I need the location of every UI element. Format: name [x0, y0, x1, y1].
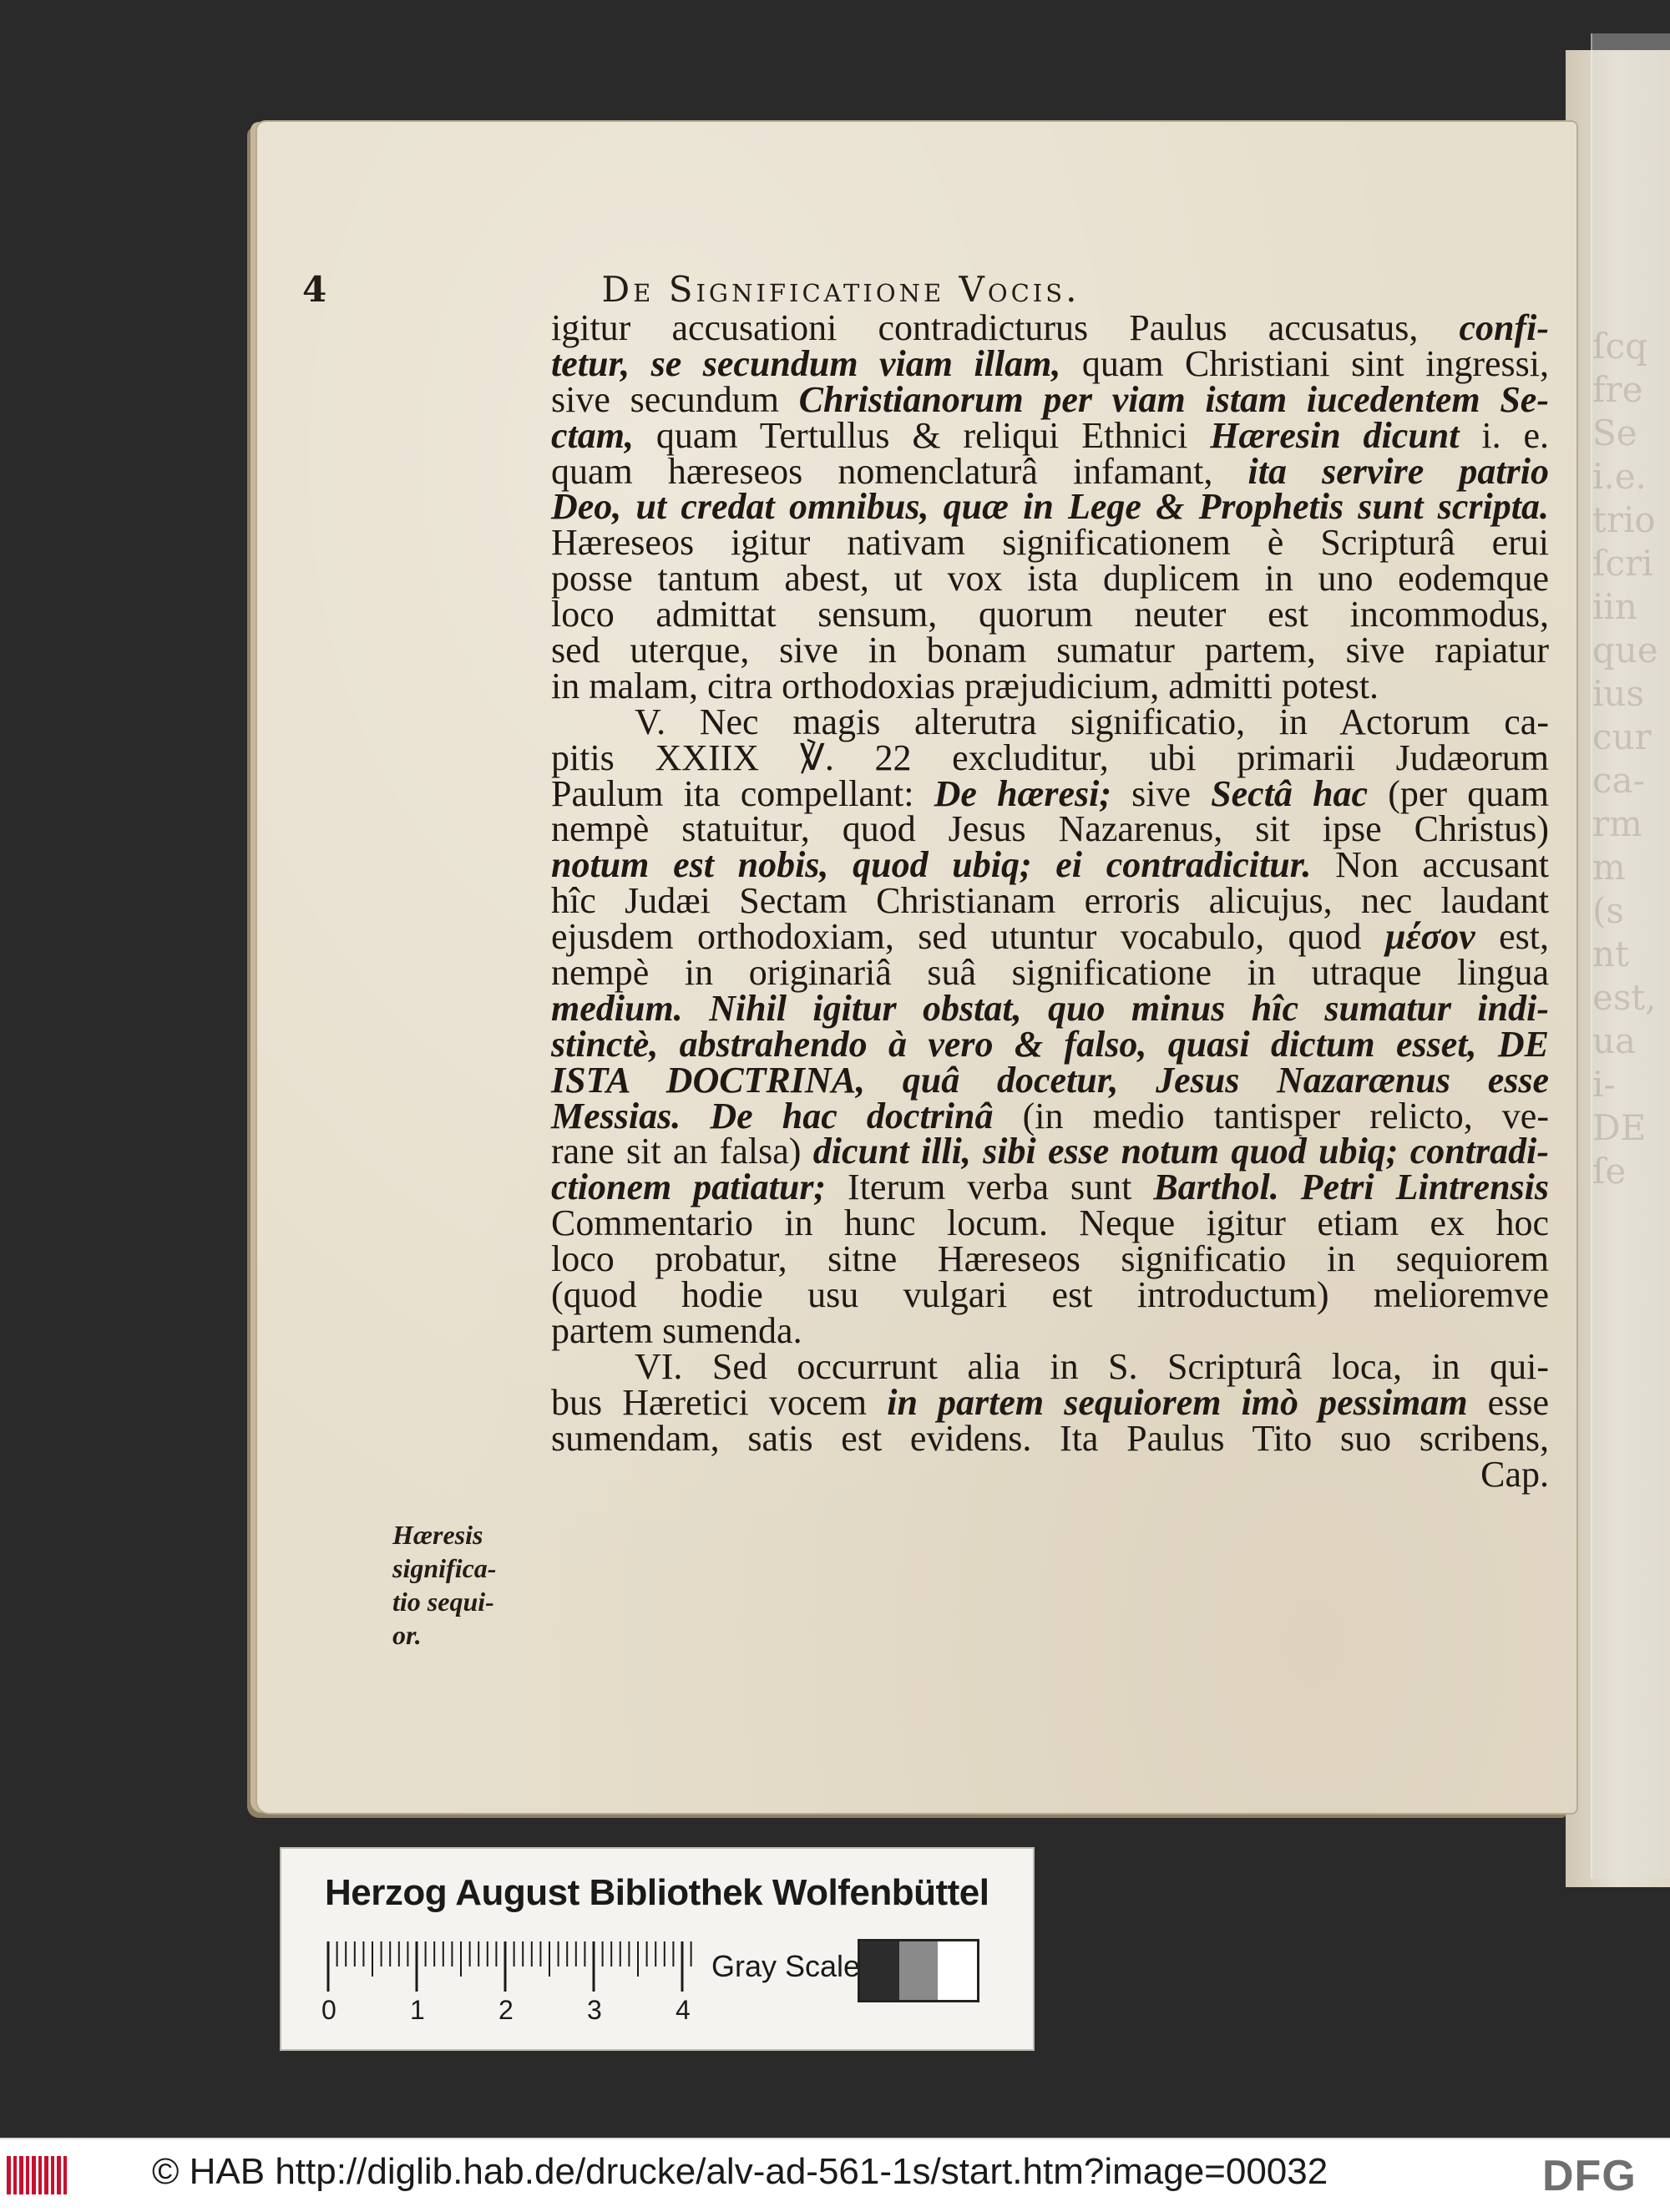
text-line: [551, 522, 1549, 564]
italic-text: μέσον: [1384, 916, 1475, 958]
library-name: Herzog August Bibliothek Wolfenbüttel: [325, 1872, 989, 1913]
text-line: [551, 450, 1550, 492]
next-page-fragment: DE: [1592, 1107, 1647, 1148]
text-line: [551, 414, 1550, 456]
text-line: [551, 1274, 1549, 1316]
italic-text: medium.: [551, 987, 683, 1029]
roman-text: nempè statuitur, quod Jesus Nazarenus, sit ipse Christus): [551, 808, 1549, 850]
protective-sleeve: [1591, 33, 1670, 1879]
ruler: [321, 1936, 742, 2037]
italic-text: De hac doctrinâ: [710, 1095, 994, 1136]
roman-text: (in medio tantisper relicto, ve-: [993, 1095, 1549, 1136]
margin-note-line: significa-: [392, 1553, 497, 1583]
gray-scale-label: Gray Scale: [711, 1949, 861, 1983]
roman-text: [681, 1096, 710, 1136]
text-body: [551, 307, 1550, 1495]
next-page-fragment: ca-: [1592, 760, 1645, 801]
roman-text: sive: [1111, 772, 1212, 814]
ruler-number: 4: [676, 1995, 691, 2025]
text-line: [551, 1345, 1549, 1387]
italic-text: Deo, ut credat omnibus, quæ in Lege & Prophetis sunt scripta.: [551, 486, 1549, 528]
italic-text: Christianorum per viam istam iucedentem Se-: [798, 378, 1549, 420]
roman-text: i. e.: [1459, 414, 1550, 456]
text-line: [551, 880, 1549, 922]
roman-text: Paulum ita compellant:: [551, 772, 934, 814]
gray-swatch: [899, 1941, 939, 2000]
next-page-fragment: ua: [1592, 1020, 1637, 1061]
text-line: [551, 987, 1549, 1029]
margin-note-line: Hæresis: [392, 1520, 483, 1550]
italic-text: Sectâ hac: [1211, 772, 1369, 814]
italic-text: Hæresin dicunt: [1210, 414, 1460, 456]
text-line: [551, 1131, 1549, 1172]
gray-scale-swatches: [858, 1939, 979, 2002]
text-line: [551, 1238, 1549, 1280]
text-line: [551, 736, 1549, 778]
text-line: [551, 701, 1549, 742]
roman-text: [683, 988, 709, 1029]
roman-text: VI. Sed occurrunt alia in S. Scripturâ loca, in qui-: [635, 1345, 1549, 1387]
roman-text: rane sit an falsa): [551, 1131, 813, 1172]
text-line: [551, 378, 1549, 420]
ruler-number: 2: [498, 1995, 514, 2025]
margin-note-line: tio sequi-: [392, 1587, 494, 1617]
text-line: [551, 1453, 1549, 1495]
italic-text: tetur, se secundum viam illam,: [551, 342, 1061, 384]
next-page-fragment: est,: [1592, 977, 1657, 1018]
next-page-fragment: trio: [1592, 499, 1656, 540]
copyright-url[interactable]: © HAB http://diglib.hab.de/drucke/alv-ad-561-1s/start.htm?image=00032: [152, 2151, 1328, 2192]
roman-text: (quod hodie usu vulgari est introductum) melioremve: [551, 1274, 1549, 1316]
ruler-number: 0: [321, 1995, 337, 2025]
roman-text: quam Christiani sint ingressi,: [1060, 342, 1549, 384]
italic-text: dicunt illi, sibi esse notum quod ubiq; contradi-: [812, 1131, 1549, 1172]
gray-swatch: [860, 1941, 899, 2000]
next-page-fragment: ſcq: [1592, 326, 1647, 367]
text-line: [551, 1023, 1549, 1065]
roman-text: esse: [1467, 1381, 1549, 1423]
text-line: [551, 342, 1549, 384]
text-line: [551, 916, 1549, 958]
roman-text: est,: [1475, 916, 1549, 958]
roman-text: Commentario in hunc locum. Neque igitur etiam ex hoc: [551, 1202, 1549, 1244]
next-page-fragment: fre: [1592, 369, 1643, 410]
text-line: [551, 844, 1549, 886]
footer-bar: [0, 2138, 1670, 2212]
next-page-fragment: Se: [1592, 413, 1637, 453]
ruler-number: 1: [410, 1995, 425, 2025]
text-line: [551, 772, 1549, 814]
roman-text: posse tantum abest, ut vox ista duplicem in uno eodemque: [551, 558, 1549, 600]
next-page-fragment: ius: [1592, 673, 1645, 714]
roman-text: Hæreseos igitur nativam significationem è Scripturâ erui: [551, 522, 1549, 564]
roman-text: Cap.: [1480, 1453, 1549, 1495]
next-page-fragment: m: [1592, 847, 1626, 888]
roman-text: quam hæreseos nomenclaturâ infamant,: [551, 450, 1248, 492]
italic-text: confi-: [1459, 307, 1549, 348]
text-line: [551, 630, 1549, 671]
roman-text: Iterum verba sunt: [826, 1167, 1154, 1208]
italic-text: in partem sequiorem imò pessimam: [887, 1381, 1468, 1423]
roman-text: quam Tertullus & reliqui Ethnici: [633, 414, 1211, 456]
text-line: [551, 1095, 1549, 1136]
text-line: [551, 1309, 1549, 1351]
next-page-fragment: que: [1592, 630, 1658, 671]
text-line: [551, 808, 1549, 850]
next-page-fragment: rm: [1592, 803, 1642, 844]
next-page-fragment: i-: [1592, 1064, 1616, 1105]
italic-text: Messias.: [551, 1095, 681, 1136]
page-number: 4: [302, 269, 327, 310]
roman-text: hîc Judæi Sectam Christianam erroris alicujus, nec laudant: [551, 880, 1549, 922]
next-page-fragment: cur: [1592, 716, 1652, 757]
next-page-fragment: (s: [1592, 890, 1624, 931]
text-line: [551, 307, 1549, 348]
text-line: [551, 1381, 1549, 1423]
roman-text: sive secundum: [551, 378, 799, 420]
gray-swatch: [938, 1941, 977, 2000]
margin-note: [392, 1518, 526, 1652]
italic-text: notum est nobis, quod ubiq; ei contradicitur.: [551, 844, 1312, 886]
roman-text: Non accusant: [1311, 844, 1549, 886]
text-line: [551, 558, 1549, 600]
roman-text: (per quam: [1368, 772, 1549, 814]
roman-text: partem sumenda.: [551, 1309, 802, 1351]
roman-text: sed uterque, sive in bonam sumatur partem, sive rapiatur: [551, 630, 1549, 671]
text-line: [551, 1417, 1549, 1459]
text-line: [551, 952, 1549, 994]
italic-text: Barthol. Petri Lintrensis: [1153, 1167, 1550, 1208]
roman-text: bus Hæretici vocem: [551, 1381, 888, 1423]
text-line: [551, 594, 1549, 635]
ruler-ticks: [325, 1936, 742, 1995]
roman-text: igitur accusationi contradicturus Paulus accusatus,: [551, 307, 1460, 348]
roman-text: loco admittat sensum, quorum neuter est incommodus,: [551, 594, 1549, 635]
calibration-card: [280, 1847, 1035, 2051]
italic-text: ita servire patrio: [1247, 450, 1550, 492]
italic-text: stinctè, abstrahendo à vero & falso, quasi dictum esset, DE: [551, 1023, 1549, 1065]
roman-text: in malam, citra orthodoxias præjudicium, admitti potest.: [551, 665, 1379, 706]
roman-text: sumendam, satis est evidens. Ita Paulus Tito suo scribens,: [551, 1417, 1549, 1459]
italic-text: De hæresi;: [934, 772, 1111, 814]
italic-text: ctam,: [551, 414, 634, 456]
next-page-fragment: iin: [1592, 586, 1637, 627]
roman-text: pitis XXIIX ℣. 22 excluditur, ubi primarii Judæorum: [551, 736, 1549, 778]
margin-note-line: or.: [392, 1620, 422, 1650]
next-page-fragment: ſe: [1592, 1151, 1627, 1192]
hab-barcode-logo: [7, 2156, 67, 2194]
roman-text: nempè in originariâ suâ significatione in utraque lingua: [551, 952, 1549, 994]
italic-text: ctionem patiatur;: [551, 1167, 827, 1208]
text-line: [551, 665, 1549, 706]
text-line: [551, 486, 1549, 528]
roman-text: loco probatur, sitne Hæreseos significatio in sequiorem: [551, 1238, 1549, 1280]
text-line: [551, 1059, 1549, 1101]
next-page-fragment: nt: [1592, 934, 1629, 974]
next-page-fragment: ſcri: [1592, 543, 1653, 584]
next-page-fragment: i.e.: [1592, 456, 1647, 497]
text-line: [551, 1202, 1549, 1244]
text-line: [551, 1167, 1550, 1208]
running-title: De Significatione Vocis.: [601, 269, 1080, 310]
italic-text: ISTA DOCTRINA, quâ docetur, Jesus Nazarænus esse: [551, 1059, 1549, 1101]
ruler-number: 3: [587, 1995, 602, 2025]
roman-text: V. Nec magis alterutra significatio, in Actorum ca-: [635, 701, 1549, 742]
italic-text: Nihil igitur obstat, quo minus hîc sumatur indi-: [709, 987, 1549, 1029]
roman-text: ejusdem orthodoxiam, sed utuntur vocabulo, quod: [551, 916, 1385, 958]
dfg-logo: DFG: [1542, 2152, 1637, 2200]
